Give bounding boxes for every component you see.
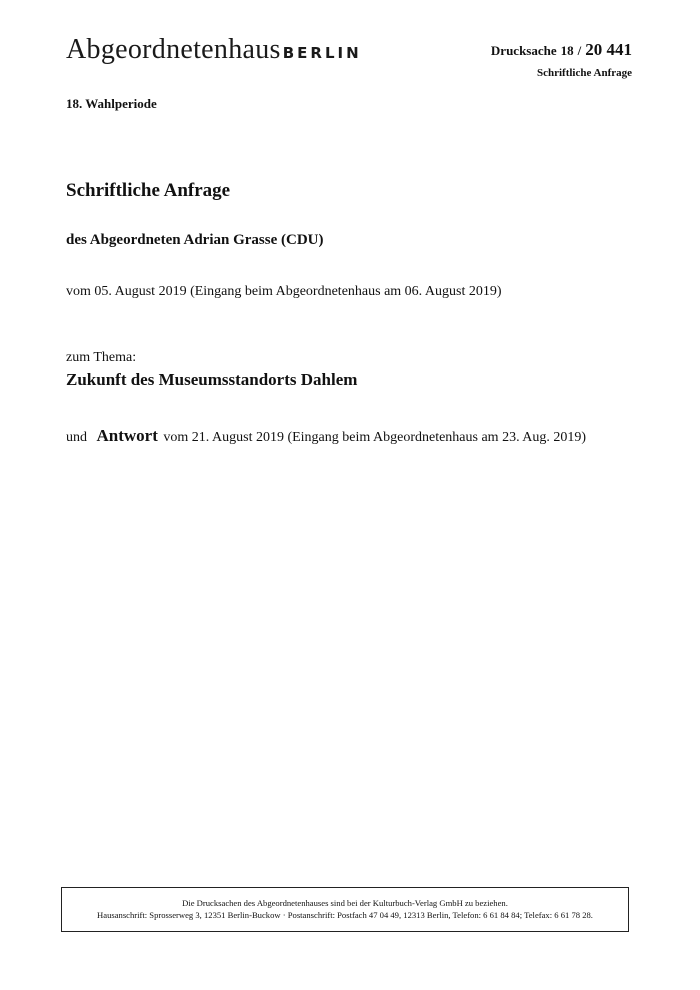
document-title: Schriftliche Anfrage (66, 180, 231, 201)
footer-box (61, 887, 629, 932)
submission-dates: vom 05. August 2019 (Eingang beim Abgeordnetenhaus am 06. August 2019) (66, 284, 502, 299)
footer-line-2: Hausanschrift: Sprosserweg 3, 12351 Berlin-Buckow · Postanschrift: Postfach 47 04 49, 12313 Berlin, Telefon: 6 61 84 84; Telefax: 6 61 78 28. (97, 910, 593, 920)
author-line: des Abgeordneten Adrian Grasse (CDU) (66, 232, 324, 248)
logo-wordmark: Abgeordnetenhaus (66, 34, 281, 65)
topic-title: Zukunft des Museumsstandorts Dahlem (66, 370, 358, 389)
answer-word: Antwort (96, 426, 158, 445)
document-number-period: 18 (560, 43, 574, 58)
topic-label: zum Thema: (66, 350, 137, 365)
parliament-logo (66, 36, 362, 64)
footer-line-1: Die Drucksachen des Abgeordnetenhauses sind bei der Kulturbuch-Verlag GmbH zu beziehen. (182, 898, 508, 908)
logo-city: BERLIN (282, 44, 362, 62)
document-type: Schriftliche Anfrage (536, 67, 632, 79)
document-number (491, 41, 632, 59)
answer-prefix: und (66, 430, 87, 445)
legislative-period: 18. Wahlperiode (66, 96, 157, 111)
answer-dates: vom 21. August 2019 (Eingang beim Abgeordnetenhaus am 23. Aug. 2019) (163, 430, 587, 445)
document-number-value: 20 441 (585, 40, 632, 59)
document-number-separator: / (577, 43, 582, 58)
document-number-label: Drucksache (490, 43, 557, 58)
answer-line (66, 426, 586, 446)
